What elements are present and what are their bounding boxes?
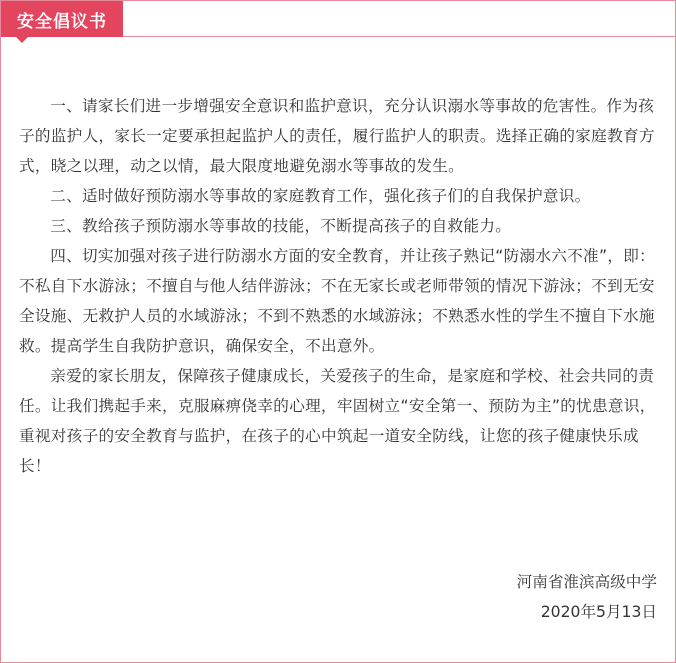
letter-body	[19, 91, 661, 481]
paragraph-2: 二、适时做好预防溺水等事故的家庭教育工作，强化孩子们的自我保护意识。	[50, 187, 591, 205]
paragraph-4: 四、切实加强对孩子进行防溺水方面的安全教育，并让孩子熟记“防溺水六不准”，即：不私自下水游泳；不擅自与他人结伴游泳；不在无家长或老师带领的情况下游泳；不到无安全设施、无救护人员的水域游泳；不到不熟悉的水域游泳；不熟悉水性的学生不擅自下水施救。提高学生自我防护意识，确保安全，不出意外。	[19, 247, 656, 355]
page-title: 安全倡议书	[17, 11, 107, 32]
paragraph-5: 亲爱的家长朋友，保障孩子健康成长，关爱孩子的生命，是家庭和学校、社会共同的责任。让我们携起手来，克服麻痹侥幸的心理，牢固树立“安全第一、预防为主”的忧患意识，重视对孩子的安全教育与监护，在孩子的心中筑起一道安全防线，让您的孩子健康快乐成长！	[19, 367, 656, 475]
school-name: 河南省淮滨高级中学	[516, 573, 657, 591]
tab-pointer-arrow	[16, 37, 28, 43]
header-divider	[123, 36, 676, 37]
letter-date: 2020年5月13日	[540, 603, 657, 621]
paragraph-3: 三、教给孩子预防溺水等事故的技能，不断提高孩子的自救能力。	[50, 217, 512, 235]
signature-block	[517, 567, 657, 627]
title-tab	[1, 1, 123, 37]
paragraph-1: 一、请家长们进一步增强安全意识和监护意识，充分认识溺水等事故的危害性。作为孩子的监护人，家长一定要承担起监护人的责任，履行监护人的职责。选择正确的家庭教育方式，晓之以理，动之以情，最大限度地避免溺水等事故的发生。	[19, 97, 655, 175]
